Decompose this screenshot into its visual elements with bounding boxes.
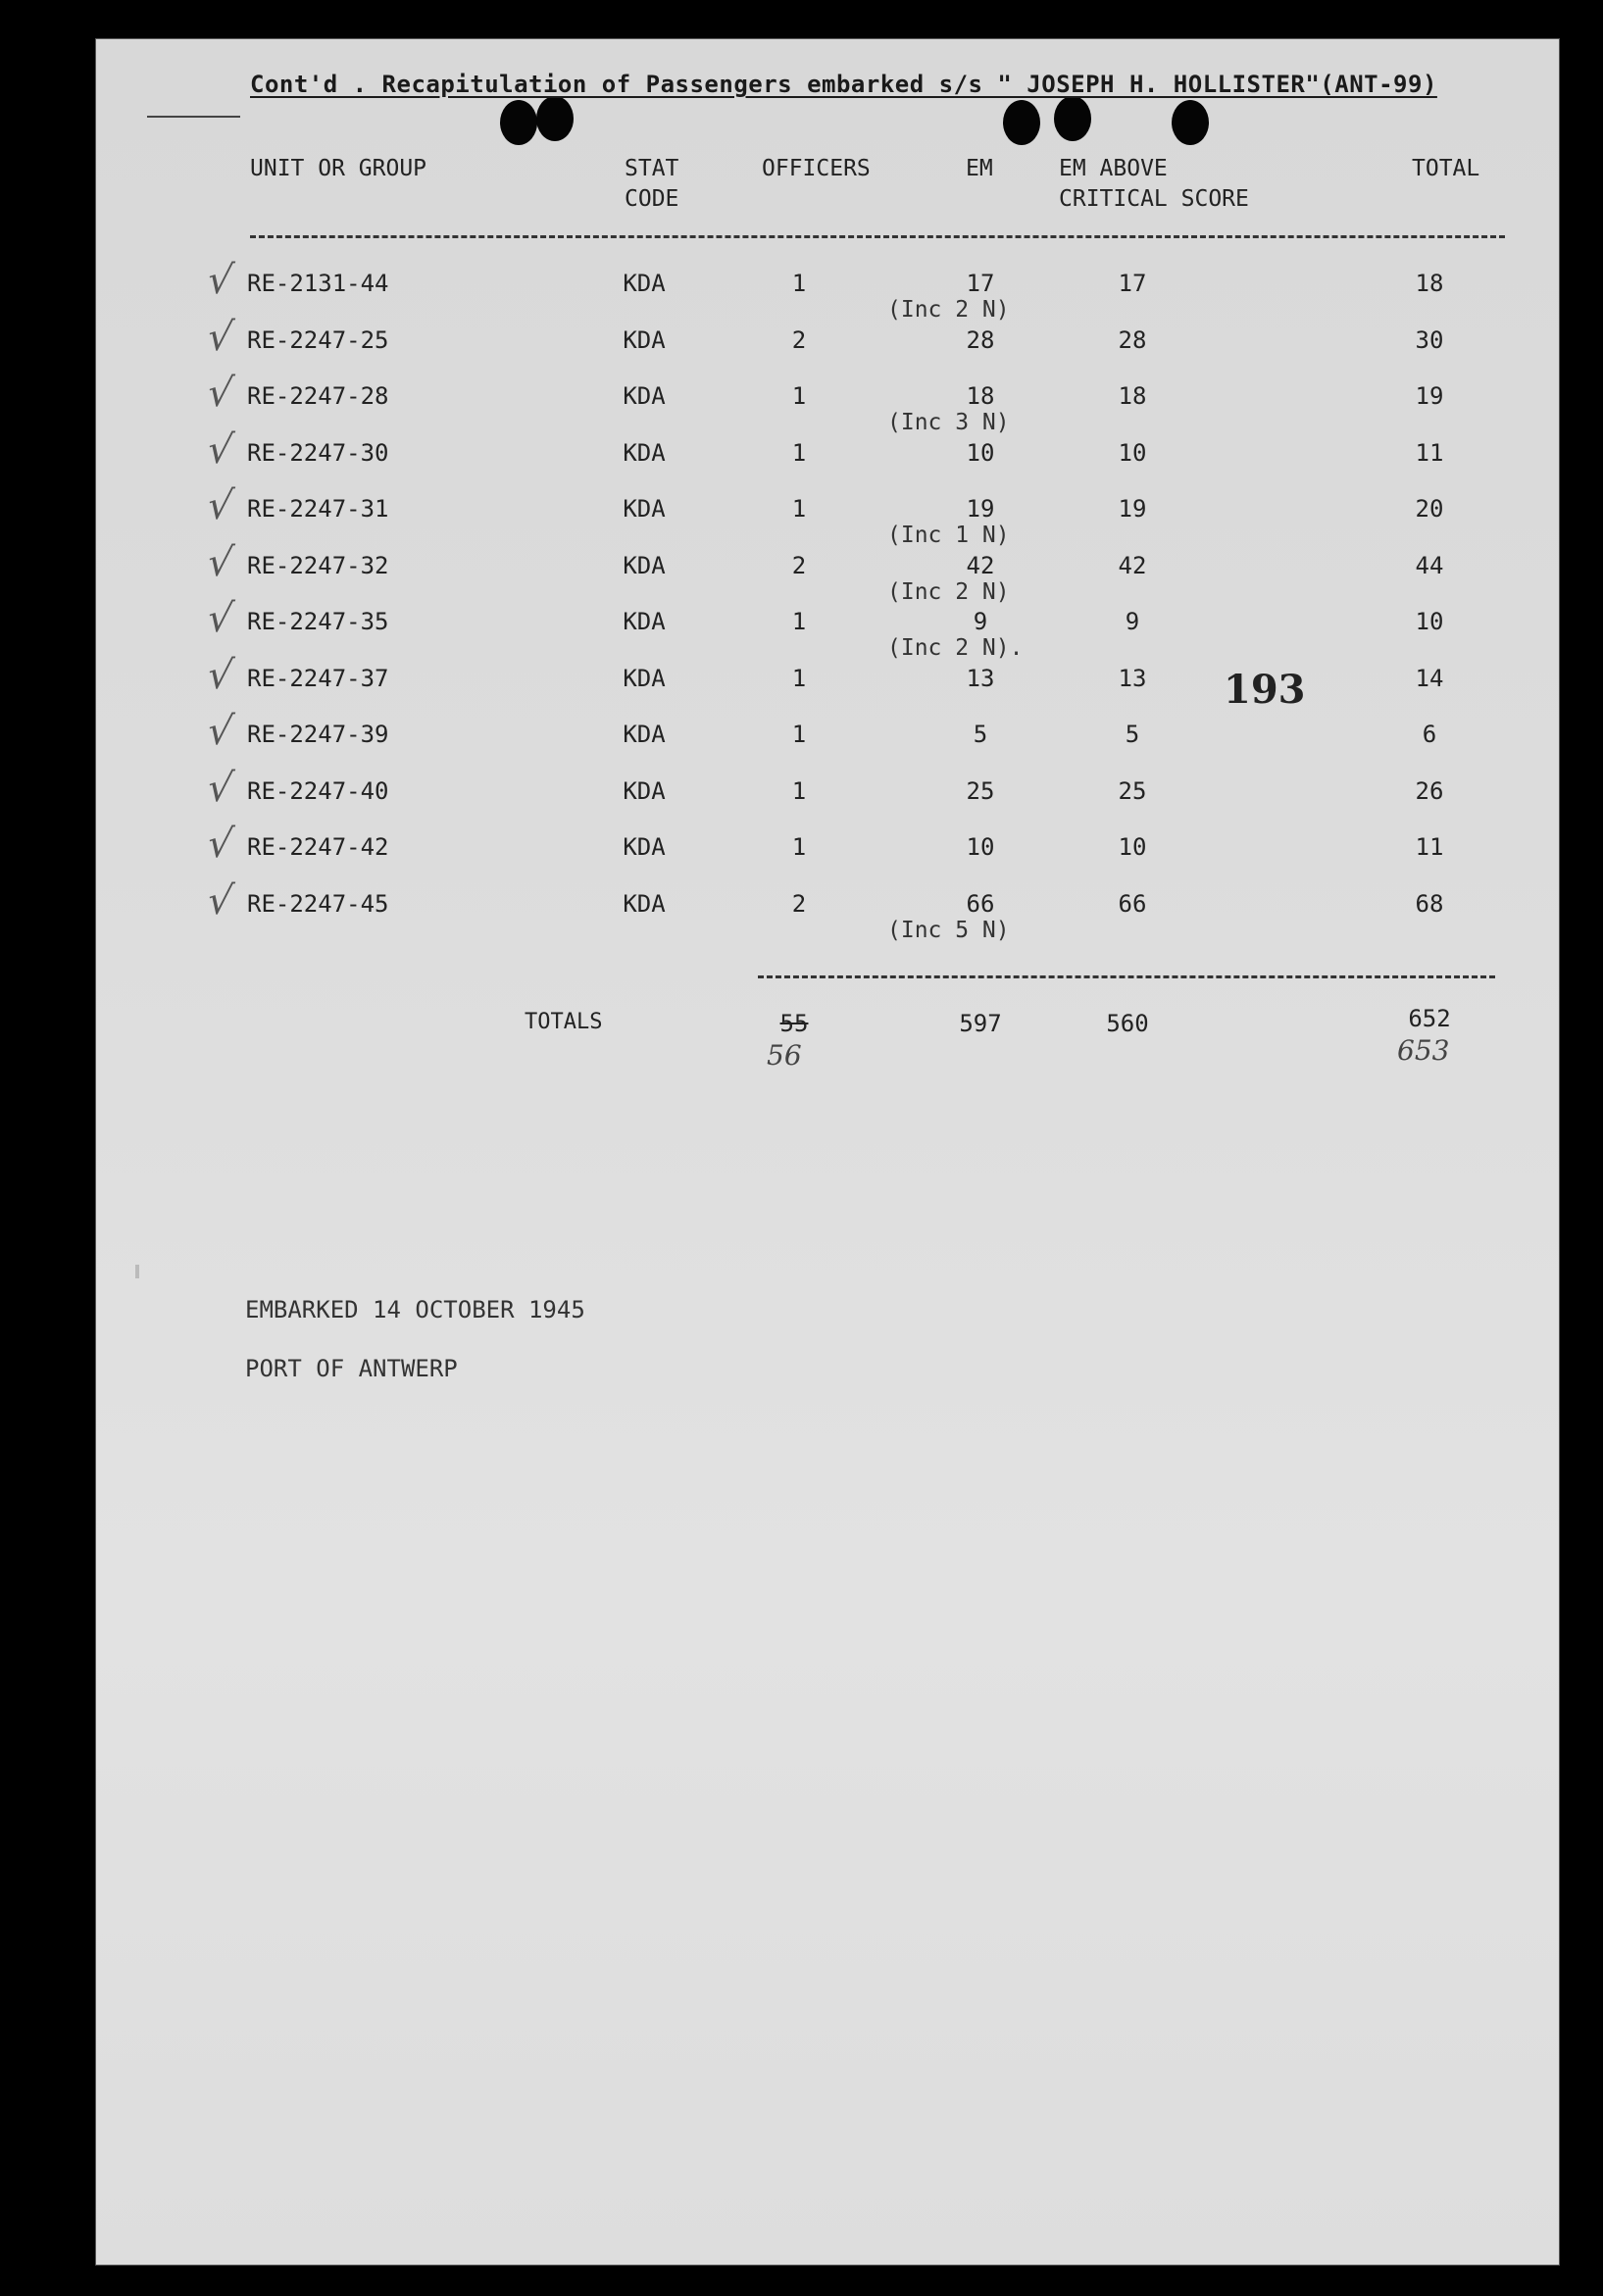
row-unit: RE-2247-40	[247, 777, 389, 805]
row-em: 10	[966, 833, 995, 861]
row-total: 68	[1415, 890, 1444, 918]
row-em-above-critical: 9	[1125, 608, 1140, 635]
row-em-above-critical: 10	[1118, 833, 1147, 861]
row-officers: 1	[791, 439, 807, 467]
document-title: Cont'd . Recapitulation of Passengers embarked s/s " JOSEPH H. HOLLISTER"(ANT-99)	[250, 71, 1437, 98]
row-officers: 2	[791, 552, 807, 579]
row-total: 6	[1422, 721, 1437, 748]
punch-hole	[1054, 96, 1091, 141]
row-stat-code: KDA	[623, 833, 666, 861]
row-total: 18	[1415, 270, 1444, 297]
punch-hole	[1003, 100, 1040, 145]
row-unit: RE-2247-35	[247, 608, 389, 635]
row-stat-code: KDA	[623, 326, 666, 354]
embarked-date: EMBARKED 14 OCTOBER 1945	[245, 1296, 585, 1323]
row-officers: 1	[791, 495, 807, 523]
row-em-above-critical: 25	[1118, 777, 1147, 805]
check-mark: √	[204, 596, 236, 641]
row-em: 42	[966, 552, 995, 579]
row-em-note: (Inc 1 N)	[887, 523, 1010, 548]
row-stat-code: KDA	[623, 495, 666, 523]
row-em: 9	[973, 608, 988, 635]
row-em-note: (Inc 5 N)	[887, 918, 1010, 943]
row-officers: 1	[791, 382, 807, 410]
row-em: 66	[966, 890, 995, 918]
header-unit: UNIT OR GROUP	[250, 156, 427, 181]
row-em-above-critical: 28	[1118, 326, 1147, 354]
totals-officers-handwritten: 56	[767, 1039, 802, 1072]
row-officers: 1	[791, 777, 807, 805]
row-em-above-critical: 18	[1118, 382, 1147, 410]
row-officers: 1	[791, 270, 807, 297]
row-officers: 2	[791, 326, 807, 354]
punch-hole	[500, 100, 537, 145]
check-mark: √	[204, 427, 236, 473]
totals-label: TOTALS	[525, 1010, 603, 1034]
row-stat-code: KDA	[623, 721, 666, 748]
header-em-above-critical: EM ABOVE CRITICAL SCORE	[1059, 156, 1249, 212]
row-em-above-critical: 10	[1118, 439, 1147, 467]
check-mark: √	[204, 258, 236, 303]
row-unit: RE-2247-39	[247, 721, 389, 748]
check-mark: √	[204, 822, 236, 867]
row-officers: 2	[791, 890, 807, 918]
row-em-note: (Inc 2 N)	[887, 297, 1010, 323]
row-unit: RE-2247-30	[247, 439, 389, 467]
row-unit: RE-2247-37	[247, 665, 389, 692]
row-total: 11	[1415, 439, 1444, 467]
row-stat-code: KDA	[623, 608, 666, 635]
row-stat-code: KDA	[623, 890, 666, 918]
row-em: 18	[966, 382, 995, 410]
row-em-above-critical: 17	[1118, 270, 1147, 297]
row-unit: RE-2131-44	[247, 270, 389, 297]
row-total: 44	[1415, 552, 1444, 579]
row-em-above-critical: 5	[1125, 721, 1140, 748]
row-unit: RE-2247-32	[247, 552, 389, 579]
row-em: 10	[966, 439, 995, 467]
row-officers: 1	[791, 833, 807, 861]
group-total-annotation: 193	[1224, 667, 1306, 713]
row-officers: 1	[791, 721, 807, 748]
row-em-above-critical: 42	[1118, 552, 1147, 579]
punch-hole	[536, 96, 574, 141]
row-stat-code: KDA	[623, 552, 666, 579]
row-em-note: (Inc 3 N)	[887, 410, 1010, 435]
row-stat-code: KDA	[623, 382, 666, 410]
header-em: EM	[966, 156, 993, 181]
row-total: 20	[1415, 495, 1444, 523]
header-total: TOTAL	[1412, 156, 1480, 181]
row-total: 11	[1415, 833, 1444, 861]
totals-divider	[758, 975, 1495, 978]
totals-total-handwritten: 653	[1397, 1034, 1450, 1067]
row-em: 25	[966, 777, 995, 805]
row-em: 13	[966, 665, 995, 692]
check-mark: √	[204, 371, 236, 416]
totals-total-typed: 652	[1408, 1005, 1451, 1032]
row-total: 30	[1415, 326, 1444, 354]
totals-em: 597	[959, 1010, 1002, 1037]
check-mark: √	[204, 709, 236, 754]
totals-officers-typed: 55	[779, 1010, 809, 1037]
header-divider	[250, 235, 1505, 238]
row-unit: RE-2247-25	[247, 326, 389, 354]
port-name: PORT OF ANTWERP	[245, 1355, 458, 1382]
row-em: 17	[966, 270, 995, 297]
check-mark: √	[204, 483, 236, 528]
row-em: 19	[966, 495, 995, 523]
row-unit: RE-2247-45	[247, 890, 389, 918]
row-total: 10	[1415, 608, 1444, 635]
margin-pencil-mark	[147, 116, 240, 118]
row-total: 19	[1415, 382, 1444, 410]
row-em-note: (Inc 2 N)	[887, 579, 1010, 605]
row-unit: RE-2247-42	[247, 833, 389, 861]
row-total: 14	[1415, 665, 1444, 692]
row-em-above-critical: 19	[1118, 495, 1147, 523]
row-officers: 1	[791, 665, 807, 692]
check-mark: √	[204, 315, 236, 360]
row-stat-code: KDA	[623, 777, 666, 805]
row-em-note: (Inc 2 N).	[887, 635, 1024, 661]
check-mark: √	[204, 878, 236, 923]
row-total: 26	[1415, 777, 1444, 805]
header-stat-code: STAT CODE	[625, 156, 679, 212]
check-mark: √	[204, 766, 236, 811]
row-em-above-critical: 66	[1118, 890, 1147, 918]
row-stat-code: KDA	[623, 665, 666, 692]
totals-critical: 560	[1106, 1010, 1149, 1037]
row-em-above-critical: 13	[1118, 665, 1147, 692]
row-stat-code: KDA	[623, 439, 666, 467]
row-em: 5	[973, 721, 988, 748]
punch-hole	[1172, 100, 1209, 145]
header-officers: OFFICERS	[762, 156, 871, 181]
document-page	[96, 39, 1559, 2265]
check-mark: √	[204, 653, 236, 698]
row-officers: 1	[791, 608, 807, 635]
row-em: 28	[966, 326, 995, 354]
row-stat-code: KDA	[623, 270, 666, 297]
row-unit: RE-2247-28	[247, 382, 389, 410]
row-unit: RE-2247-31	[247, 495, 389, 523]
edge-mark	[135, 1265, 139, 1278]
check-mark: √	[204, 540, 236, 585]
